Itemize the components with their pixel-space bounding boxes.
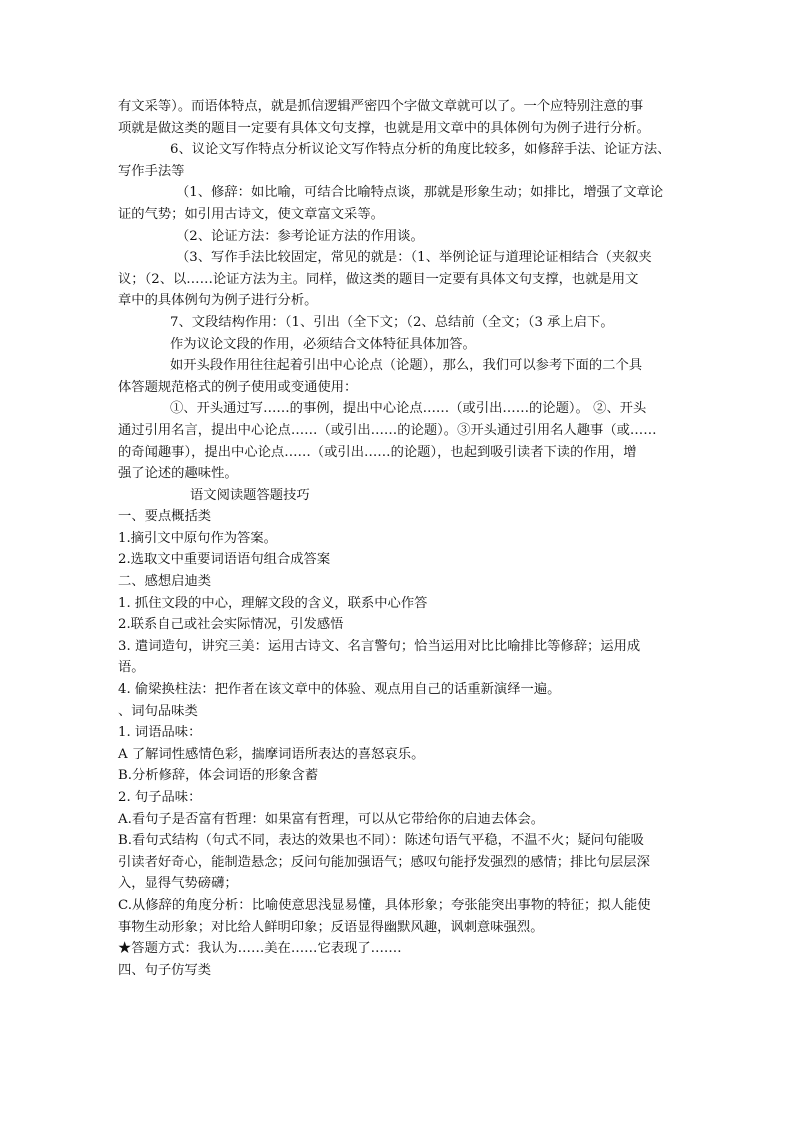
text-line: 如开头段作用往往起着引出中心论点（论题），那么，我们可以参考下面的二个具	[170, 358, 643, 374]
text-line: 事物生动形象；对比给人鲜明印象；反语显得幽默风趣，讽刺意味强烈。	[118, 919, 544, 935]
list-item: 2.联系自己或社会实际情况，引发感悟	[118, 617, 344, 633]
list-item: 1. 抓住文段的中心，理解文段的含义，联系中心作答	[118, 595, 428, 611]
list-item: C.从修辞的角度分析：比喻使意思浅显易懂，具体形象；夸张能突出事物的特征；拟人能使	[118, 897, 651, 913]
text-line: （3、写作手法比较固定，常见的就是：（1、举例论证与道理论证相结合（夹叙夹	[176, 250, 652, 266]
list-item: 1.摘引文中原句作为答案。	[118, 530, 277, 546]
text-line: （1、修辞：如比喻，可结合比喻特点谈，那就是形象生动；如排比，增强了文章论	[176, 185, 664, 201]
text-line: 证的气势；如引用古诗文，使文章富文采等。	[118, 206, 384, 222]
list-item: A 了解词性感情色彩，揣摩词语所表达的喜怒哀乐。	[118, 746, 425, 762]
document-body	[118, 96, 682, 981]
section-title: 语文阅读题答题技巧	[190, 487, 310, 503]
heading: 二、感想启迪类	[118, 574, 212, 590]
text-line: 作为议论文段的作用，必须结合文体特征具体加答。	[170, 336, 476, 352]
text-line: 章中的具体例句为例子进行分析。	[118, 293, 318, 309]
list-item: 2. 句子品味：	[118, 790, 202, 805]
text-line: 7、文段结构作用：（1、引出（全下文；（2、总结前（全文；（3 承上启下。	[170, 314, 614, 330]
heading: 、词句品味类	[118, 703, 198, 719]
text-line: 通过引用名言，提出中心论点……（或引出……的论题）。③开头通过引用名人趣事（或……	[118, 422, 657, 438]
list-item: A.看句子是否富有哲理：如果富有哲理，可以从它带给你的启迪去体会。	[118, 811, 545, 827]
text-line: 引读者好奇心，能制造悬念；反问句能加强语气；感叹句能抒发强烈的感情；排比句层层深	[118, 854, 650, 870]
text-line: 语。	[118, 660, 145, 676]
text-line: 强了论述的趣味性。	[118, 466, 238, 482]
text-line: 入，显得气势磅礴；	[118, 876, 238, 892]
text-line: （2、论证方法：参考论证方法的作用谈。	[176, 228, 424, 244]
text-line: 体答题规范格式的例子使用或变通使用：	[118, 379, 358, 395]
heading: 四、句子仿写类	[118, 962, 212, 978]
answer-format: ★答题方式：我认为……美在……它表现了…….	[118, 941, 402, 957]
list-item: B.分析修辞，体会词语的形象含蓄	[118, 768, 319, 784]
list-item: 2.选取文中重要词语语句组合成答案	[118, 552, 331, 568]
list-item: B.看句式结构（句式不同，表达的效果也不同）：陈述句语气平稳，不温不火；疑问句能吸	[118, 833, 644, 849]
text-line: 的奇闻趣事），提出中心论点……（或引出……的论题），也起到吸引读者下读的作用，增	[118, 444, 637, 460]
text-line: 6、议论文写作特点分析议论文写作特点分析的角度比较多，如修辞手法、论证方法、	[170, 142, 671, 158]
list-item: 1. 词语品味：	[118, 725, 202, 741]
list-item: 3. 遣词造句，讲究三美：运用古诗文、名言警句；恰当运用对比比喻排比等修辞；运用成	[118, 638, 641, 654]
text-line: ①、开头通过写……的事例，提出中心论点……（或引出……的论题）。 ②、开头	[170, 401, 647, 417]
text-line: 项就是做这类的题目一定要有具体文句支撑，也就是用文章中的具体例句为例子进行分析。	[118, 120, 650, 136]
text-line: 有文采等）。而语体特点，就是抓信逻辑严密四个字做文章就可以了。一个应特别注意的事	[118, 99, 644, 114]
heading: 一、要点概括类	[118, 509, 212, 525]
list-item: 4. 偷梁换柱法：把作者在该文章中的体验、观点用自己的话重新演绎一遍。	[118, 682, 561, 698]
text-line: 议；（2、以……论证方法为主。同样，做这类的题目一定要有具体文句支撑，也就是用文	[118, 271, 639, 287]
text-line: 写作手法等	[118, 163, 185, 179]
